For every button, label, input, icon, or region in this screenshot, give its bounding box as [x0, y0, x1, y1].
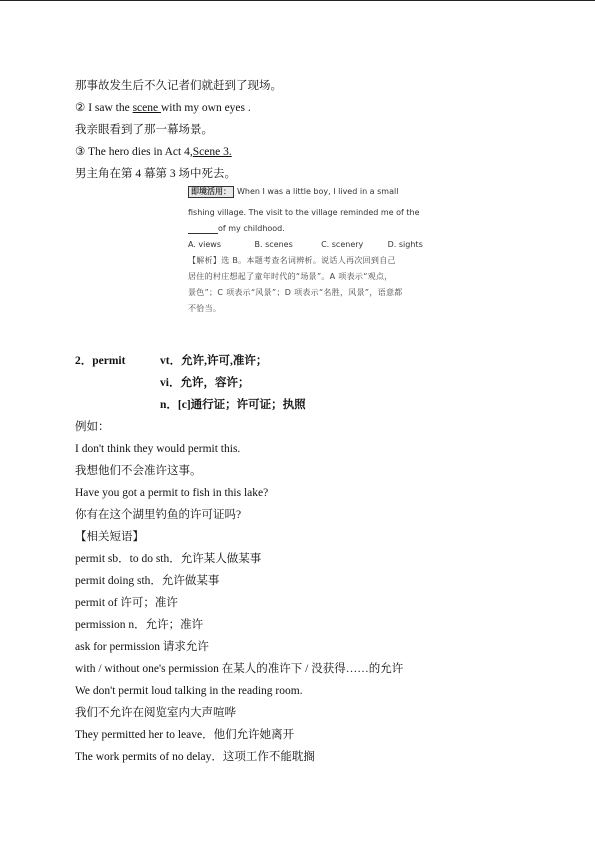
- answer-blank: [188, 225, 218, 234]
- example-2-underlined: scene: [132, 102, 161, 114]
- exercise-question-line-3: [188, 224, 285, 234]
- body-line: 我想他们不会准许这事。: [75, 465, 202, 477]
- example-3: [75, 145, 232, 159]
- example-3-num: ③: [75, 146, 86, 158]
- word-sense: vi．允许，容许；: [160, 377, 250, 389]
- exercise-options: [188, 240, 452, 250]
- top-rule: [0, 0, 595, 1]
- body-line: 例如：: [75, 421, 110, 433]
- example-2-before: I saw the: [88, 102, 133, 114]
- analysis-line: 景色”；C 项表示“风景”；D 项表示“名胜，风景”，语意都: [188, 288, 403, 297]
- exercise-q3: of my childhood.: [218, 224, 285, 233]
- example-3-translation: 男主角在第 4 幕第 3 场中死去。: [75, 168, 236, 180]
- related-phrases-heading: 【相关短语】: [75, 531, 144, 543]
- body-line: with / without one's permission 在某人的准许下 / 没获得……的允许: [75, 663, 404, 675]
- body-line: They permitted her to leave．他们允许她离开: [75, 729, 295, 741]
- exercise-question-line-1: [188, 186, 398, 198]
- analysis-line: 不恰当。: [188, 304, 222, 313]
- example-2-translation: 我亲眼看到了那一幕场景。: [75, 124, 213, 136]
- example-3-underlined: Scene 3.: [192, 146, 232, 158]
- body-line: 我们不允许在阅览室内大声喧哗: [75, 707, 236, 719]
- body-line: 你有在这个湖里钓鱼的许可证吗?: [75, 509, 242, 521]
- body-line: ask for permission 请求允许: [75, 641, 209, 653]
- analysis-line: 居住的村庄想起了童年时代的“场景”。A 项表示“观点，: [188, 272, 393, 281]
- exercise-tag: 即境活用：: [188, 186, 234, 198]
- body-line: permit of 许可；准许: [75, 597, 178, 609]
- body-line: permit doing sth．允许做某事: [75, 575, 220, 587]
- example-3-before: The hero dies in Act 4,: [87, 146, 193, 158]
- word-sense: n．[c]通行证；许可证；执照: [160, 399, 306, 411]
- word-heading: 2．permit: [75, 355, 126, 367]
- body-line: The work permits of no delay．这项工作不能耽搁: [75, 751, 315, 763]
- exercise-box: [188, 184, 440, 326]
- option-b: B. scenes: [254, 240, 293, 249]
- body-line: permit sb．to do sth．允许某人做某事: [75, 553, 262, 565]
- exercise-question-line-2: fishing village. The visit to the village reminded me of the: [188, 208, 420, 217]
- intro-line: 那事故发生后不久记者们就赶到了现场。: [75, 80, 282, 92]
- analysis-line: 【解析】选 B。本题考查名词辨析。说话人再次回到自己: [188, 256, 396, 265]
- body-line: We don't permit loud talking in the reading room.: [75, 685, 303, 697]
- body-line: I don't think they would permit this.: [75, 443, 241, 455]
- body-line: permission n．允许；准许: [75, 619, 204, 631]
- option-d: D. sights: [387, 240, 423, 249]
- example-2-after: with my own eyes .: [161, 102, 251, 114]
- word-sense: vt．允许,许可,准许；: [160, 355, 268, 367]
- example-2-num: ②: [75, 102, 86, 114]
- example-2: [75, 101, 251, 115]
- body-line: Have you got a permit to fish in this lake?: [75, 487, 269, 499]
- option-a: A. views: [188, 240, 222, 249]
- option-c: C. scenery: [321, 240, 364, 249]
- exercise-q1: When I was a little boy, I lived in a small: [237, 187, 399, 196]
